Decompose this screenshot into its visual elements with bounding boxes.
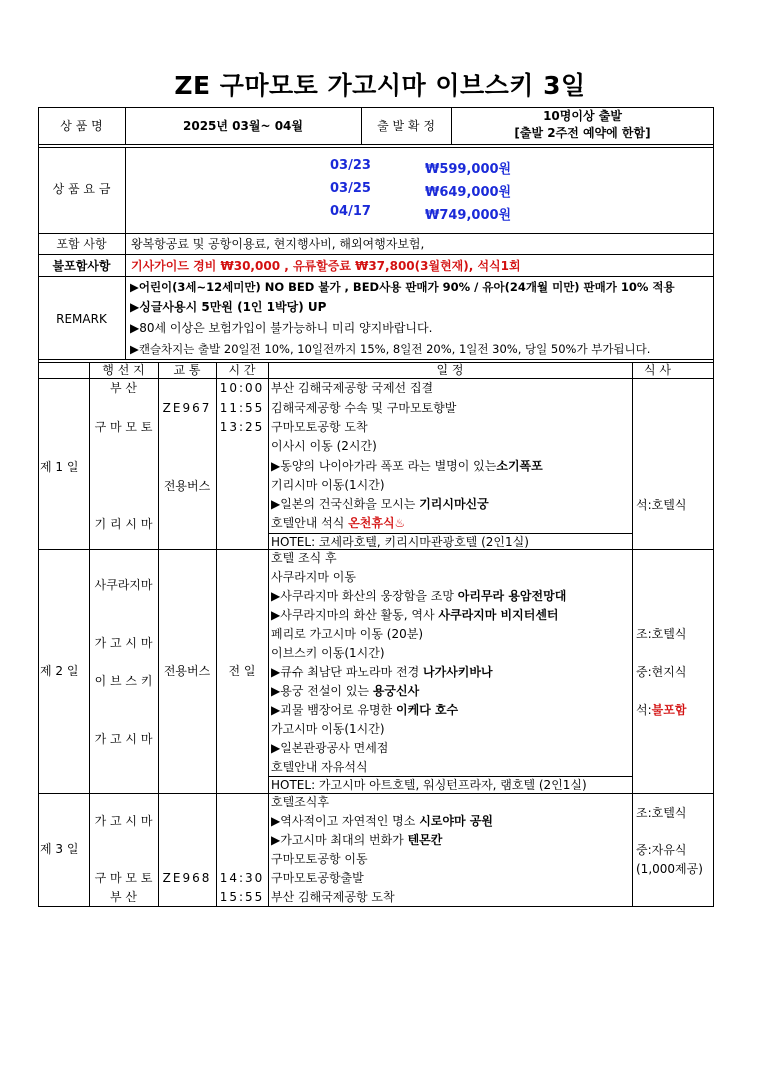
- day1-region: 부 산: [110, 381, 137, 395]
- day2-schedule-line: 가고시마 이동(1시간): [271, 722, 385, 736]
- day2-hotel: HOTEL: 가고시마 아트호텔, 워싱턴프라자, 램호텔 (2인1실): [271, 778, 587, 792]
- day2-time: 전 일: [228, 664, 256, 678]
- day2-label: 제 2 일: [40, 664, 79, 678]
- day3-schedule-line: 구마모토공항 이동: [271, 852, 368, 866]
- remark-line-single: ▶싱글사용시 5만원 (1인 1박당) UP: [130, 300, 327, 314]
- fee-price: ₩749,000원: [425, 208, 512, 223]
- document-title: ZE 구마모토 가고시마 이브스키 3일: [174, 71, 586, 100]
- day2-schedule-line: ▶사쿠라지마의 화산 활동, 역사 사쿠라지마 비지터센터: [271, 608, 559, 622]
- day2-region: 가 고 시 마: [94, 636, 153, 650]
- day1-schedule-line: 김해국제공항 수속 및 구마모토향발: [271, 401, 457, 415]
- day3-region: 구 마 모 토: [94, 871, 153, 885]
- column-schedule: 일 정: [436, 363, 464, 377]
- day3-label: 제 3 일: [40, 842, 79, 856]
- column-meal: 식 사: [644, 363, 671, 377]
- day2-region: 이 브 스 키: [94, 674, 153, 688]
- day2-schedule-line: 호텔안내 자유석식: [271, 760, 368, 774]
- remark-line-insurance: ▶80세 이상은 보험가입이 불가능하니 미리 양지바랍니다.: [130, 321, 433, 335]
- day3-region: 가 고 시 마: [94, 814, 153, 828]
- day3-meal: 중:자유식: [636, 843, 687, 857]
- day2-transport: 전용버스: [163, 664, 211, 678]
- remark-line-cancel: ▶캔슬차지는 출발 20일전 10%, 10일전까지 15%, 8일전 20%, 1일전 30%, 당일 50%가 부가됩니다.: [130, 342, 651, 356]
- travel-period: 2025년 03월~ 04월: [183, 119, 303, 133]
- day3-region: 부 산: [110, 890, 137, 904]
- day1-flight: ZE967: [162, 401, 212, 415]
- excluded-label: 불포함사항: [52, 259, 111, 273]
- day3-meal: 조:호텔식: [636, 806, 687, 820]
- departure-note: [출발 2주전 예약에 한함]: [514, 126, 651, 140]
- day2-schedule-line: ▶괴물 뱀장어로 유명한 이케다 호수: [271, 703, 459, 717]
- day2-schedule-line: 페리로 가고시마 이동 (20분): [271, 627, 423, 641]
- day1-time: 13:25: [219, 420, 265, 434]
- day3-schedule-line: 구마모토공항출발: [271, 871, 364, 885]
- day1-time: 10:00: [219, 381, 265, 395]
- day2-schedule-line: ▶일본관광공사 면세점: [271, 741, 389, 755]
- fee-price: ₩599,000원: [425, 162, 512, 177]
- product-name-label: 상 품 명: [60, 119, 103, 133]
- product-fee-label: 상 품 요 금: [52, 182, 111, 196]
- column-transport: 교 통: [173, 363, 201, 377]
- day1-schedule-line: ▶일본의 건국신화을 모시는 기리시마신궁: [271, 497, 489, 511]
- day3-schedule-line: 호텔조식후: [271, 795, 329, 809]
- day3-flight: ZE968: [162, 871, 212, 885]
- day1-schedule-line: 기리시마 이동(1시간): [271, 478, 385, 492]
- day1-transport: 전용버스: [163, 479, 211, 493]
- day1-label: 제 1 일: [40, 460, 79, 474]
- day2-schedule-line: ▶큐슈 최남단 파노라마 전경 나가사키바나: [271, 665, 493, 679]
- day1-schedule-line: 이사시 이동 (2시간): [271, 439, 377, 453]
- day1-time: 11:55: [219, 401, 265, 415]
- day3-schedule-line: ▶역사적이고 자연적인 명소 시로야마 공원: [271, 814, 493, 828]
- day2-meal: 조:호텔식: [636, 627, 687, 641]
- remark-label: REMARK: [56, 312, 107, 326]
- fee-price: ₩649,000원: [425, 185, 512, 200]
- day3-meal-note: (1,000제공): [636, 862, 703, 876]
- day2-schedule-line: 호텔 조식 후: [271, 551, 337, 565]
- day1-schedule-line: 구마모토공항 도착: [271, 420, 368, 434]
- day1-hotel: HOTEL: 코세라호텔, 키리시마관광호텔 (2인1실): [271, 535, 529, 549]
- day3-schedule-line: 부산 김해국제공항 도착: [271, 890, 395, 904]
- day2-meal: 중:현지식: [636, 665, 687, 679]
- day2-schedule-line: 사쿠라지마 이동: [271, 570, 356, 584]
- day2-schedule-line: 이브스키 이동(1시간): [271, 646, 385, 660]
- day2-schedule-line: ▶용궁 전설이 있는 용궁신사: [271, 684, 420, 698]
- fee-date: 03/23: [330, 158, 371, 173]
- day1-meal: 석:호텔식: [636, 498, 687, 512]
- day3-time: 14:30: [219, 871, 265, 885]
- day1-schedule-line: ▶동양의 나이아가라 폭포 라는 별명이 있는소기폭포: [271, 459, 543, 473]
- remark-line-child-policy: ▶어린이(3세~12세미만) NO BED 불가 , BED사용 판매가 90% / 유아(24개월 미만) 판매가 10% 적용: [130, 280, 675, 294]
- column-time: 시 간: [228, 363, 256, 377]
- day1-schedule-line: 부산 김해국제공항 국제선 집결: [271, 381, 434, 395]
- day1-region: 기 리 시 마: [94, 517, 153, 531]
- day2-region: 가 고 시 마: [94, 732, 153, 746]
- day2-schedule-line: ▶사쿠라지마 화산의 웅장함을 조망 아리무라 용암전망대: [271, 589, 567, 603]
- day1-region: 구 마 모 토: [94, 420, 153, 434]
- fee-date: 03/25: [330, 181, 371, 196]
- included-text: 왕복항공료 및 공항이용료, 현지행사비, 해외여행자보험,: [131, 237, 425, 251]
- column-region: 행 선 지: [102, 363, 145, 377]
- departure-confirm-label: 출 발 확 정: [377, 119, 435, 133]
- day2-region: 사쿠라지마: [94, 578, 153, 592]
- day3-schedule-line: ▶가고시마 최대의 번화가 텐몬칸: [271, 833, 443, 847]
- day2-meal: 석:불포함: [636, 703, 687, 717]
- day1-schedule-line: 호텔안내 석식 온천휴식♨: [271, 516, 406, 530]
- excluded-text: 기사가이드 경비 ₩30,000 , 유류할증료 ₩37,800(3월현재), 석식1회: [131, 259, 521, 273]
- departure-condition: 10명이상 출발: [543, 109, 622, 123]
- day3-time: 15:55: [219, 890, 265, 904]
- included-label: 포함 사항: [56, 237, 107, 251]
- fee-date: 04/17: [330, 204, 371, 219]
